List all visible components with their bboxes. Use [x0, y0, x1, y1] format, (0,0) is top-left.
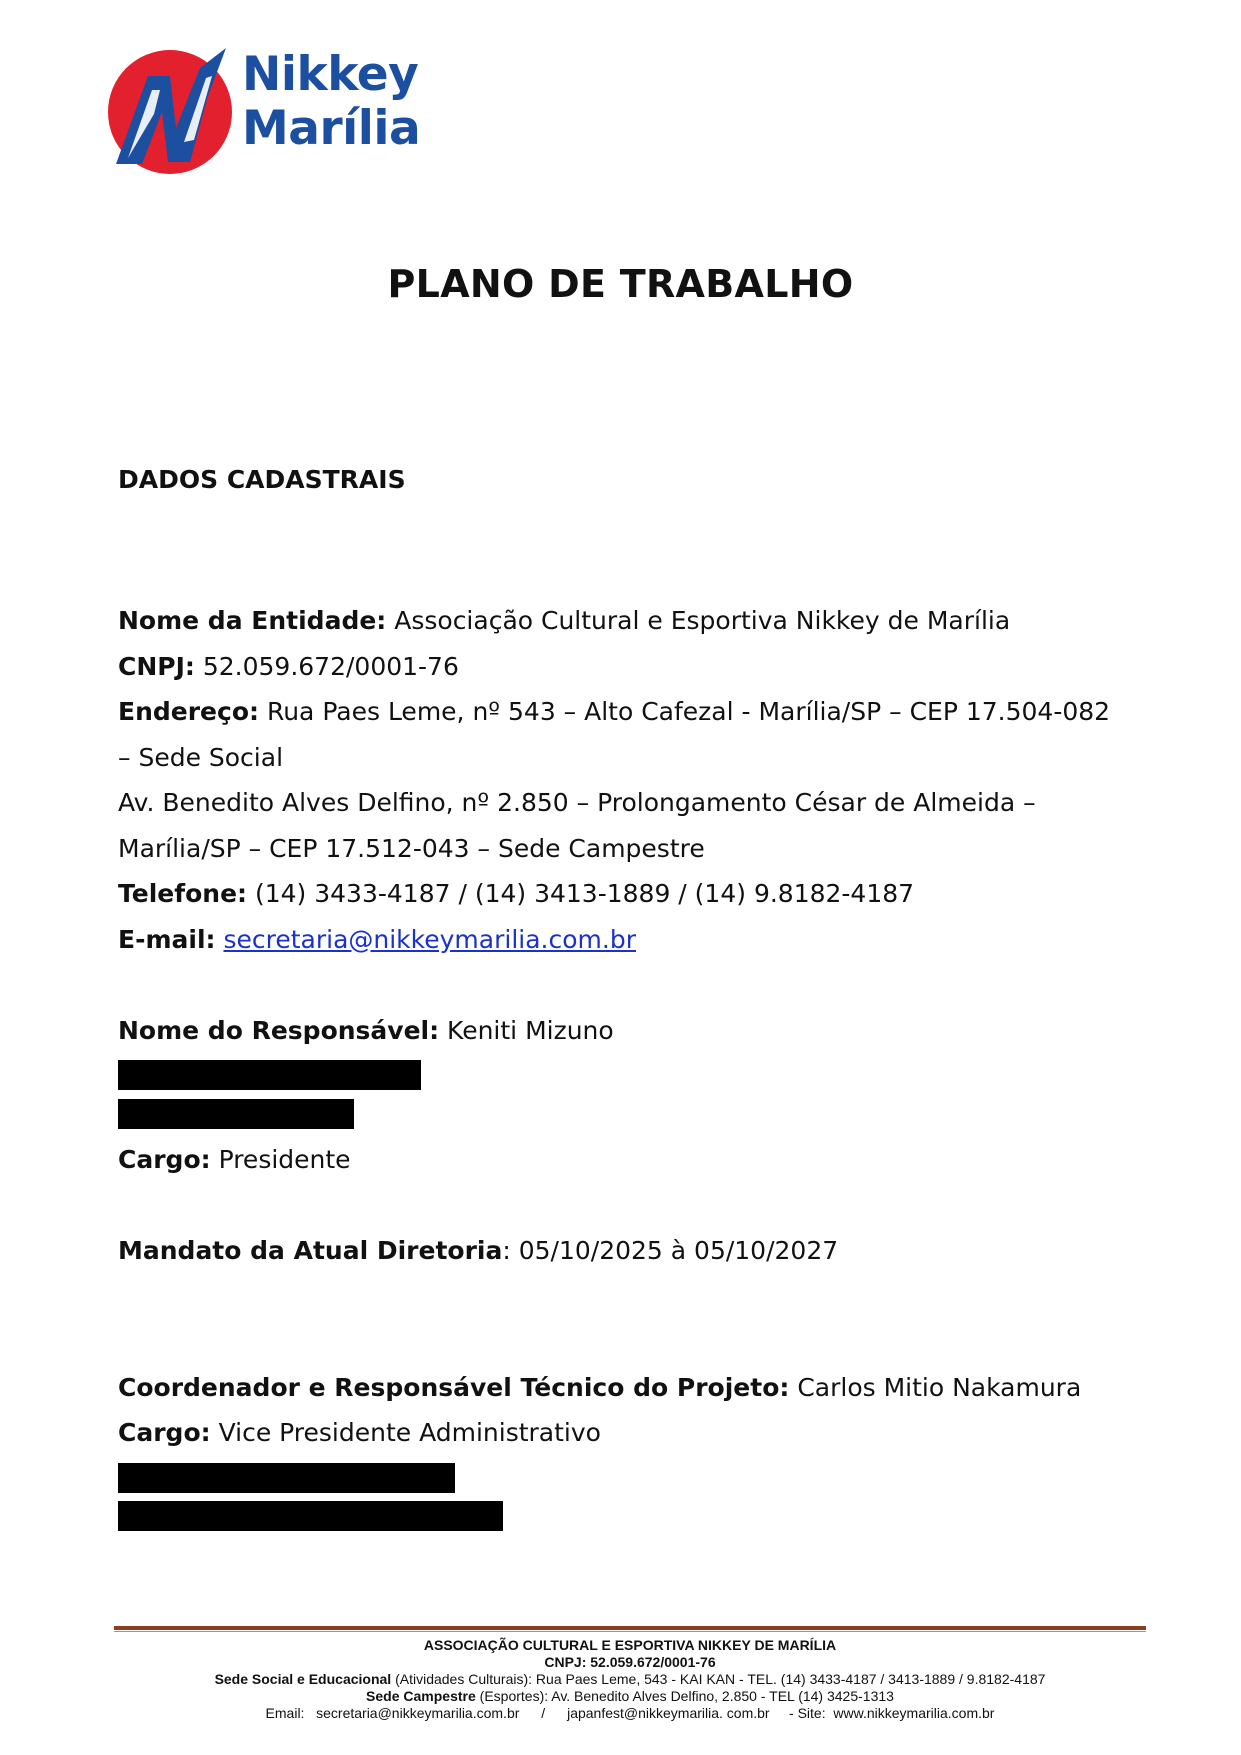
- footer: [114, 1637, 1146, 1722]
- redaction-bar: [118, 1099, 354, 1129]
- address-value-1: Rua Paes Leme, nº 543 – Alto Cafezal - Marília/SP – CEP 17.504-082: [259, 697, 1111, 726]
- footer-cnpj: CNPJ: 52.059.672/0001-76: [544, 1654, 716, 1670]
- responsible-name-line: [118, 1008, 1138, 1054]
- redaction-bar: [118, 1463, 455, 1493]
- mandate-label: Mandato da Atual Diretoria: [118, 1236, 503, 1265]
- footer-contacts: [114, 1705, 1146, 1722]
- footer-campestre-value: (Esportes): Av. Benedito Alves Delfino, 2.850 - TEL (14) 3425-1313: [475, 1688, 894, 1704]
- phone-value: (14) 3433-4187 / (14) 3413-1889 / (14) 9.8182-4187: [247, 879, 915, 908]
- entity-name-label: Nome da Entidade:: [118, 606, 387, 635]
- footer-campestre-label: Sede Campestre: [366, 1688, 476, 1704]
- address-label: Endereço:: [118, 697, 260, 726]
- logo-line-1: Nikkey: [242, 47, 419, 102]
- cnpj-line: [118, 644, 1138, 690]
- footer-campestre: [114, 1688, 1146, 1705]
- footer-email-label: Email:: [265, 1705, 305, 1721]
- footer-site[interactable]: www.nikkeymarilia.com.br: [833, 1705, 995, 1721]
- coordinator-role-line: [118, 1410, 1138, 1456]
- nikkey-logo-icon: [108, 46, 238, 176]
- footer-site-label: - Site:: [789, 1705, 826, 1721]
- spacer: [118, 962, 1138, 1008]
- responsible-name-label: Nome do Responsável:: [118, 1015, 440, 1045]
- responsible-name-value: Keniti Mizuno: [439, 1015, 614, 1045]
- footer-org: ASSOCIAÇÃO CULTURAL E ESPORTIVA NIKKEY DE MARÍLIA: [423, 1637, 837, 1653]
- entity-name-value: Associação Cultural e Esportiva Nikkey de Marília: [386, 606, 1011, 635]
- address-line-2: – Sede Social: [118, 742, 284, 772]
- email-link[interactable]: secretaria@nikkeymarilia.com.br: [223, 924, 636, 954]
- address-line-4: Marília/SP – CEP 17.512-043 – Sede Campestre: [118, 833, 705, 863]
- footer-divider: [114, 1626, 1146, 1633]
- cnpj-label: CNPJ:: [118, 651, 195, 681]
- cnpj-value: 52.059.672/0001-76: [194, 651, 459, 681]
- entity-name-line: [118, 598, 1138, 644]
- spacer: [118, 1183, 1138, 1229]
- document-body: [118, 598, 1138, 1540]
- footer-social-value: (Atividades Culturais): Rua Paes Leme, 543 - KAI KAN - TEL. (14) 3433-4187 / 3413-1889 / 9.8182-4187: [391, 1671, 1046, 1687]
- footer-email-1[interactable]: secretaria@nikkeymarilia.com.br: [316, 1705, 520, 1721]
- address-line-1: [118, 689, 1138, 735]
- coordinator-name-value: Carlos Mitio Nakamura: [789, 1372, 1082, 1402]
- coordinator-name-line: [118, 1365, 1138, 1411]
- phone-label: Telefone:: [118, 879, 248, 908]
- email-line: [118, 917, 1138, 963]
- logo: [108, 42, 438, 177]
- section-title: DADOS CADASTRAIS: [118, 465, 406, 494]
- responsible-role-line: [118, 1137, 1138, 1183]
- footer-social: [114, 1671, 1146, 1688]
- footer-slash: /: [541, 1705, 546, 1721]
- coordinator-role-label: Cargo:: [118, 1418, 211, 1447]
- footer-email-2[interactable]: japanfest@nikkeymarilia. com.br: [567, 1705, 770, 1721]
- responsible-role-label: Cargo:: [118, 1145, 211, 1174]
- redaction-bar: [118, 1060, 421, 1090]
- spacer: [118, 1274, 1138, 1365]
- logo-line-2: Marília: [242, 101, 421, 156]
- logo-wordmark: [242, 48, 420, 156]
- redaction-bar: [118, 1501, 503, 1531]
- email-label: E-mail:: [118, 924, 216, 954]
- address-line-3: Av. Benedito Alves Delfino, nº 2.850 – Prolongamento César de Almeida –: [118, 788, 1036, 817]
- footer-social-label: Sede Social e Educacional: [214, 1671, 392, 1687]
- coordinator-role-value: Vice Presidente Administrativo: [210, 1418, 601, 1447]
- phone-line: [118, 871, 1138, 917]
- coordinator-name-label: Coordenador e Responsável Técnico do Projeto:: [118, 1372, 790, 1402]
- mandate-value: : 05/10/2025 à 05/10/2027: [502, 1236, 839, 1265]
- responsible-role-value: Presidente: [210, 1145, 351, 1174]
- page-title: PLANO DE TRABALHO: [387, 262, 854, 306]
- mandate-line: [118, 1228, 1138, 1274]
